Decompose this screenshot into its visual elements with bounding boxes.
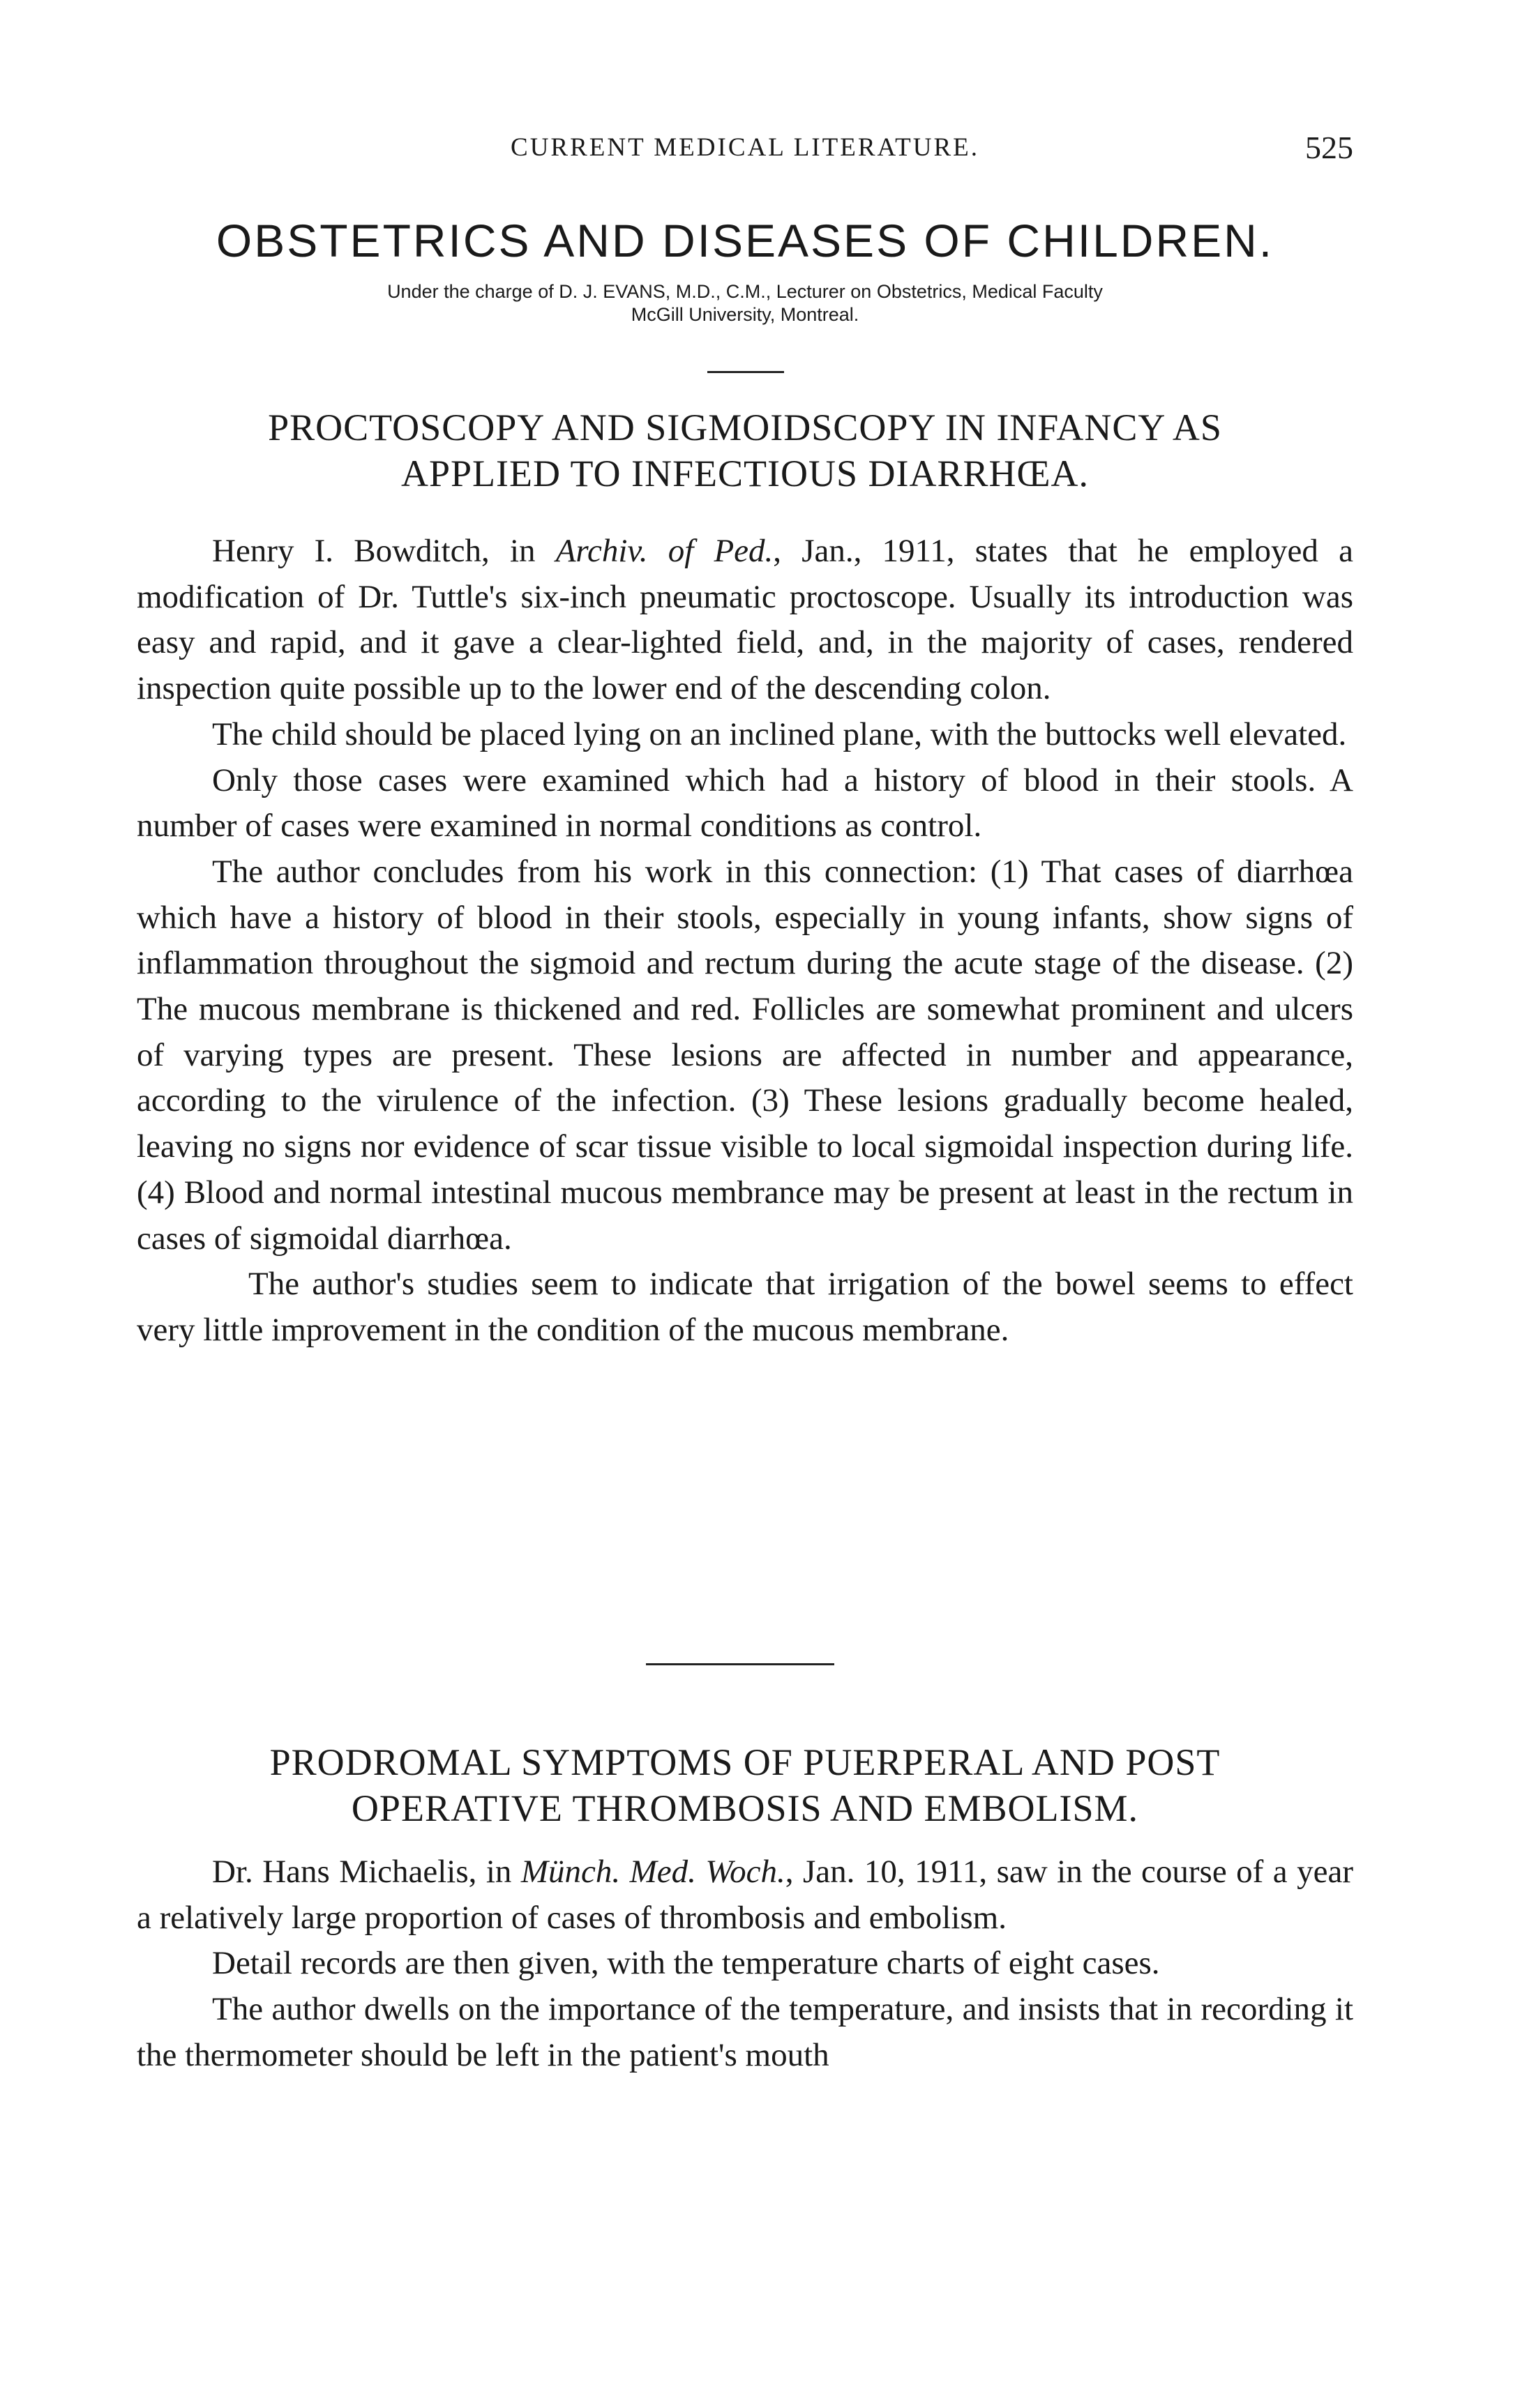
article1-body [137,529,1353,1354]
page-number: 525 [1305,130,1353,165]
article2-paragraph-2: Detail records are then given, with the temperature charts of eight cases. [212,1945,1160,1982]
article2-title-line2: OPERATIVE THROMBOSIS AND EMBOLISM. [351,1787,1139,1829]
running-title: CURRENT MEDICAL LITERATURE. [511,133,979,162]
article1-title-line1: PROCTOSCOPY AND SIGMOIDSCOPY IN INFANCY AS [268,407,1222,448]
article1-paragraph-3: Only those cases were examined which had a history of blood in their stools. A number of cases were examined in normal conditions as control. [137,762,1353,845]
article2-paragraph-3: The author dwells on the importance of the temperature, and insists that in recording it the thermometer should be left in the patient's mouth [137,1991,1353,2073]
journal-citation: Münch. Med. Woch. [520,1854,785,1890]
running-head [137,127,1353,169]
editor-note-line1: Under the charge of D. J. EVANS, M.D., C.M., Lecturer on Obstetrics, Medical Faculty [387,281,1103,302]
article1-paragraph-4: The author concludes from his work in this connection: (1) That cases of diarrhœa which have a history of blood in their stools, especially in young infants, show signs of inflammation throughout the sigmoid and rectum during the acute stage of the disease. (2) The mucous membrane is thickened and red. Follicles are somewhat prominent and ulcers of varying types are present. These lesions are affected in number and appearance, according to the virulence of the infection. (3) These lesions gradually become healed, leaving no signs nor evidence of scar tissue visible to local sigmoidal inspection during life. (4) Blood and normal intestinal mucous membrance may be present at least in the rectum in cases of sigmoidal diarrhœa. [137,853,1353,1257]
article1-paragraph-5: The author's studies seem to indicate that irrigation of the bowel seems to effect very little improvement in the condition of the mucous membrane. [137,1266,1353,1348]
article1-paragraph-2: The child should be placed lying on an inclined plane, with the buttocks well elevated. [212,715,1347,752]
journal-page [137,0,1353,2408]
editor-note-line2: McGill University, Montreal. [631,304,859,325]
journal-citation: Archiv. of Ped. [555,533,774,569]
article-divider [646,1663,834,1665]
article1-paragraph-1: Henry I. Bowditch, in Archiv. of Ped., Jan., 1911, states that he employed a modification of Dr. Tuttle's six-inch pneumatic proctoscope. Usually its introduction was easy and rapid, and it gave a clear-lighted field, and, in the majority of cases, rendered inspection quite possible up to the lower end of the descending colon. [137,533,1353,707]
section-title: OBSTETRICS AND DISEASES OF CHILDREN. [216,215,1274,266]
article1-title [137,404,1353,497]
section-editor-note [165,280,1325,326]
article2-body [137,1849,1353,2079]
article2-paragraph-1: Dr. Hans Michaelis, in Münch. Med. Woch., Jan. 10, 1911, saw in the course of a year a relatively large proportion of cases of thrombosis and embolism. [137,1854,1354,1936]
article1-title-line2: APPLIED TO INFECTIOUS DIARRHŒA. [400,453,1090,494]
section-divider [707,371,784,373]
article2-title-line1: PRODROMAL SYMPTOMS OF PUERPERAL AND POST [269,1741,1221,1783]
article2-title [137,1739,1353,1831]
